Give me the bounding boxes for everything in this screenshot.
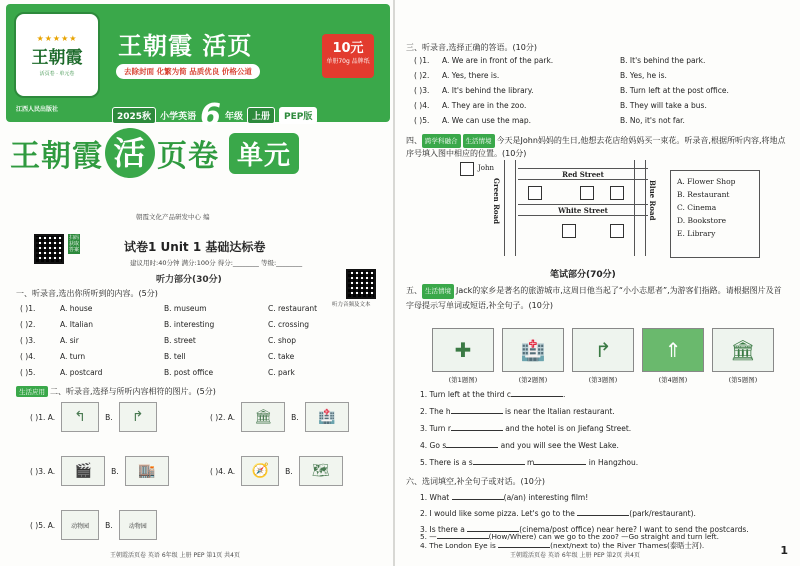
cinema-building-icon: 🎬 (61, 456, 105, 486)
s6-sentence (420, 531, 719, 541)
section4-text: 今天是John妈妈的生日,他想去花店给妈妈买一束花。听录音,根据所听内容,将地点序号填入图中相应的位置。(10分) (406, 136, 786, 158)
s5-pre: 1. Turn left at the third c (420, 390, 511, 399)
footer-right: 王朝霞活页卷 英语 6年级 上册 PEP 第2页 共4页 (510, 552, 640, 559)
john-label: John (478, 164, 495, 172)
s2-opt-b: B. (285, 466, 293, 476)
s3-opt-b: B. It's behind the park. (620, 56, 706, 65)
logo-text: 王朝霞 (31, 47, 83, 68)
map-slot[interactable] (460, 162, 474, 176)
qr-left-label: 扫码获取答案 (69, 235, 80, 253)
pic-crossing (432, 328, 494, 384)
section5-title (406, 284, 786, 312)
map-icon: 🗺 (299, 456, 343, 486)
section5-pictures (432, 328, 774, 384)
section4-tag2: 生活情境 (463, 134, 495, 148)
caption: (第4题图) (658, 376, 688, 384)
stars-icon: ★★★★★ (36, 33, 78, 43)
section1-title: 一、听录音,选出你所听到的内容。(5分) (16, 289, 158, 298)
s5-sentence (420, 389, 565, 399)
answer-blank[interactable] (452, 492, 504, 500)
map-slot[interactable] (610, 224, 624, 238)
title-unit-badge: 单元 (229, 133, 299, 174)
s1-num: ( )4. (20, 352, 36, 361)
turn-right-icon: ↱ (572, 328, 634, 372)
section2-title (16, 386, 216, 397)
green-road-label: Green Road (492, 178, 501, 225)
answer-blank[interactable] (437, 531, 489, 539)
answer-blank[interactable] (451, 406, 503, 414)
answer-blank[interactable] (498, 540, 550, 548)
s3-row (414, 71, 667, 80)
s5-sentence (420, 406, 615, 416)
s2-opt-b: B. (105, 412, 113, 422)
page-number: 1 (780, 544, 788, 557)
map-slot[interactable] (580, 186, 594, 200)
s2-num: ( )2. A. (210, 412, 236, 422)
s2-num: ( )4. A. (210, 466, 236, 476)
map-slot[interactable] (562, 224, 576, 238)
answer-blank[interactable] (451, 423, 503, 431)
edition-subject: 小学英语 (160, 112, 197, 122)
section4-tag: 跨学科融合 (422, 134, 461, 148)
s1-row (20, 304, 372, 313)
s1-num: ( )2. (20, 320, 36, 329)
s6-post: (park/restaurant). (629, 509, 696, 518)
s1-opt-c: C. crossing (268, 320, 310, 329)
s5-post: . (562, 390, 566, 399)
s2-num: ( )5. A. (30, 520, 56, 530)
s2-item-1 (30, 402, 163, 432)
museum-icon: 🏛 (712, 328, 774, 372)
white-street: White Street (518, 204, 648, 216)
s3-row (414, 101, 707, 110)
qr-right-label: 听力音频及文本 (332, 302, 371, 308)
s3-opt-a: A. Yes, there is. (442, 71, 500, 80)
answer-blank[interactable] (534, 457, 586, 465)
s6-pre: 1. What (420, 493, 452, 502)
s1-opt-a: A. turn (60, 352, 86, 361)
blue-road-lane (634, 160, 646, 256)
section5-text: Jack的家乡是著名的旅游城市,这周日他当起了“小小志愿者”,为游客们指路。请根据图片及首字母提示写单词或短语,补全句子。(10分) (406, 286, 782, 310)
zoo-label-a: 动物园 (71, 522, 90, 530)
section4-title (406, 134, 786, 160)
s1-opt-b: B. museum (164, 304, 207, 313)
map-slot[interactable] (528, 186, 542, 200)
section5-tag: 生活情境 (422, 284, 454, 299)
section4-num: 四、 (406, 136, 422, 145)
section2-title-text: 二、听录音,选择与所听内容相符的图片。(5分) (50, 387, 216, 396)
paper-title: 试卷1 Unit 1 基础达标卷 (124, 240, 266, 254)
caption: (第5题图) (728, 376, 758, 384)
edition-grade: 年级 (224, 112, 243, 122)
s5-post: and the hotel is on Jiefang Street. (502, 424, 632, 433)
s3-num: ( )2. (414, 71, 430, 80)
blue-road-label: Blue Road (648, 180, 657, 221)
s1-opt-a: A. Italian (60, 320, 94, 329)
s6-post: (a/an) interesting film! (503, 493, 589, 502)
s1-opt-a: A. postcard (60, 368, 103, 377)
editor-credit: 朝霞文化产品研发中心 编 (136, 213, 210, 221)
left-page (6, 4, 390, 560)
s1-opt-b: B. street (164, 336, 196, 345)
answer-blank[interactable] (446, 440, 498, 448)
s2-item-4 (210, 456, 349, 486)
s5-sentence (420, 440, 619, 450)
crossing-icon: ✚ (432, 328, 494, 372)
s3-opt-a: A. We can use the map. (442, 116, 531, 125)
zoo-sign-icon (61, 510, 99, 540)
s2-opt-b: B. (291, 412, 299, 422)
section3-title: 三、听录音,选择正确的答语。(10分) (406, 43, 537, 52)
s3-opt-a: A. They are in the zoo. (442, 101, 527, 110)
audio-qr-code[interactable] (346, 269, 376, 299)
caption: (第3题图) (588, 376, 618, 384)
s1-num: ( )5. (20, 368, 36, 377)
price-tag (322, 34, 374, 78)
s1-num: ( )1. (20, 304, 36, 313)
s1-opt-b: B. post office (164, 368, 214, 377)
edition-term: 上册 (247, 107, 275, 124)
section5-num: 五、 (406, 286, 422, 295)
s6-post: (next/next to) the River Thames(泰晤士河). (550, 541, 705, 550)
title-huo: 活 (105, 128, 155, 178)
museum-building-icon: 🏛 (241, 402, 285, 432)
s1-opt-b: B. interesting (164, 320, 215, 329)
hospital-icon: 🏥 (502, 328, 564, 372)
s3-opt-a: A. It's behind the library. (442, 86, 534, 95)
turn-left-sign-icon: ↰ (61, 402, 99, 432)
s6-post: (cinema/post office) near here? I want to send the postcards. (519, 525, 749, 534)
s3-opt-a: A. We are in front of the park. (442, 56, 554, 65)
go-straight-icon: ⇑ (642, 328, 704, 372)
page-divider (393, 0, 395, 566)
price-main: 10元 (332, 41, 364, 56)
section2-tag: 生活应用 (16, 386, 48, 397)
logo-subtext: 活页卷 · 单元卷 (39, 70, 75, 77)
pic-straight (642, 328, 704, 384)
s1-num: ( )3. (20, 336, 36, 345)
s1-opt-c: C. take (268, 352, 295, 361)
edition-grade-number: 6 (200, 98, 221, 133)
zoo-sign-icon (119, 510, 157, 540)
s2-item-5 (30, 510, 163, 540)
s1-row (20, 352, 372, 361)
red-street: Red Street (518, 168, 648, 180)
legend-item: D. Bookstore (677, 216, 727, 225)
legend-item: E. Library (677, 229, 716, 238)
footer-left: 王朝霞活页卷 英语 6年级 上册 PEP 第1页 共4页 (110, 552, 240, 559)
s1-opt-a: A. house (60, 304, 93, 313)
s3-opt-b: B. No, it's not far. (620, 116, 685, 125)
s3-num: ( )4. (414, 101, 430, 110)
answer-blank[interactable] (511, 389, 566, 399)
s2-num: ( )1. A. (30, 412, 56, 422)
s3-num: ( )1. (414, 56, 430, 65)
map-legend (670, 170, 760, 258)
caption: (第2题图) (518, 376, 548, 384)
price-sub: 单册70g 品牌纸 (326, 58, 370, 65)
main-title (10, 128, 299, 178)
green-road-lane (504, 160, 516, 256)
s2-item-3 (30, 456, 175, 486)
pic-turn-right (572, 328, 634, 384)
legend-item: B. Restaurant (677, 190, 730, 199)
s1-opt-c: C. shop (268, 336, 297, 345)
s6-pre: 2. I would like some pizza. Let's go to the (420, 509, 578, 518)
s6-pre: 3. Is there a (420, 525, 468, 534)
cover-header (6, 4, 390, 133)
pic-hospital (502, 328, 564, 384)
s5-post: is near the Italian restaurant. (502, 407, 615, 416)
s1-opt-b: B. tell (164, 352, 186, 361)
pic-museum (712, 328, 774, 384)
compass-icon: 🧭 (241, 456, 279, 486)
s1-opt-c: C. park (268, 368, 295, 377)
turn-right-sign-icon: ↱ (119, 402, 157, 432)
s6-pre: 5. — (420, 532, 437, 541)
s1-row (20, 320, 372, 329)
right-page (398, 14, 794, 560)
answer-blank[interactable] (473, 457, 525, 465)
s5-mid: m (524, 458, 535, 467)
bookstore-building-icon: 🏬 (125, 456, 169, 486)
s5-post: and you will see the West Lake. (498, 441, 619, 450)
s3-opt-b: B. Turn left at the post office. (620, 86, 729, 95)
s3-num: ( )5. (414, 116, 430, 125)
answer-blank[interactable] (577, 508, 629, 516)
answer-qr-code[interactable] (34, 234, 64, 264)
caption: (第1题图) (448, 376, 478, 384)
s1-row (20, 336, 372, 345)
listening-heading: 听力部分(30分) (156, 275, 222, 285)
s2-opt-b: B. (111, 466, 119, 476)
s3-num: ( )3. (414, 86, 430, 95)
map-slot[interactable] (610, 186, 624, 200)
s3-opt-b: B. They will take a bus. (620, 101, 707, 110)
title-part1: 王朝霞 (10, 139, 103, 174)
s6-sentence (420, 508, 696, 518)
brand-logo (14, 12, 100, 98)
s5-sentence (420, 423, 631, 433)
s3-row (414, 116, 685, 125)
slogan: 去除封面 化繁为简 品质优良 价格公道 (116, 64, 260, 79)
s5-post: in Hangzhou. (586, 458, 639, 467)
s2-opt-b: B. (105, 520, 113, 530)
s2-item-2 (210, 402, 355, 432)
edition-season: 2025秋 (112, 107, 156, 124)
s5-pre: 2. The h (420, 407, 451, 416)
s6-pre: 4. The London Eye is (420, 541, 499, 550)
s6-post: (How/Where) can we go to the zoo? —Go straight and turn left. (488, 532, 719, 541)
section6-title: 六、选词填空,补全句子或对话。(10分) (406, 477, 545, 486)
s3-row (414, 86, 729, 95)
brand-title: 王朝霞 活页 (118, 31, 253, 60)
zoo-label-b: 动物园 (128, 522, 147, 530)
s3-row (414, 56, 705, 65)
s1-opt-c: C. restaurant (268, 304, 318, 313)
s5-sentence (420, 457, 638, 467)
writing-heading: 笔试部分(70分) (550, 270, 616, 280)
legend-item: C. Cinema (677, 203, 717, 212)
s5-pre: 5. There is a s (420, 458, 473, 467)
edition-version: PEP版 (279, 107, 317, 124)
legend-item: A. Flower Shop (677, 177, 736, 186)
hospital-building-icon: 🏥 (305, 402, 349, 432)
paper-meta: 建议用时:40分钟 满分:100分 得分:________ 等级:________ (130, 259, 303, 267)
title-part3: 页卷 (157, 139, 219, 174)
s1-row (20, 368, 372, 377)
s2-num: ( )3. A. (30, 466, 56, 476)
s1-opt-a: A. sir (60, 336, 79, 345)
s6-sentence (420, 492, 588, 502)
s3-opt-b: B. Yes, he is. (620, 71, 667, 80)
s5-pre: 3. Turn r (420, 424, 451, 433)
publisher: 江西人民出版社 (16, 106, 59, 113)
street-map (458, 160, 657, 256)
s5-pre: 4. Go s (420, 441, 447, 450)
